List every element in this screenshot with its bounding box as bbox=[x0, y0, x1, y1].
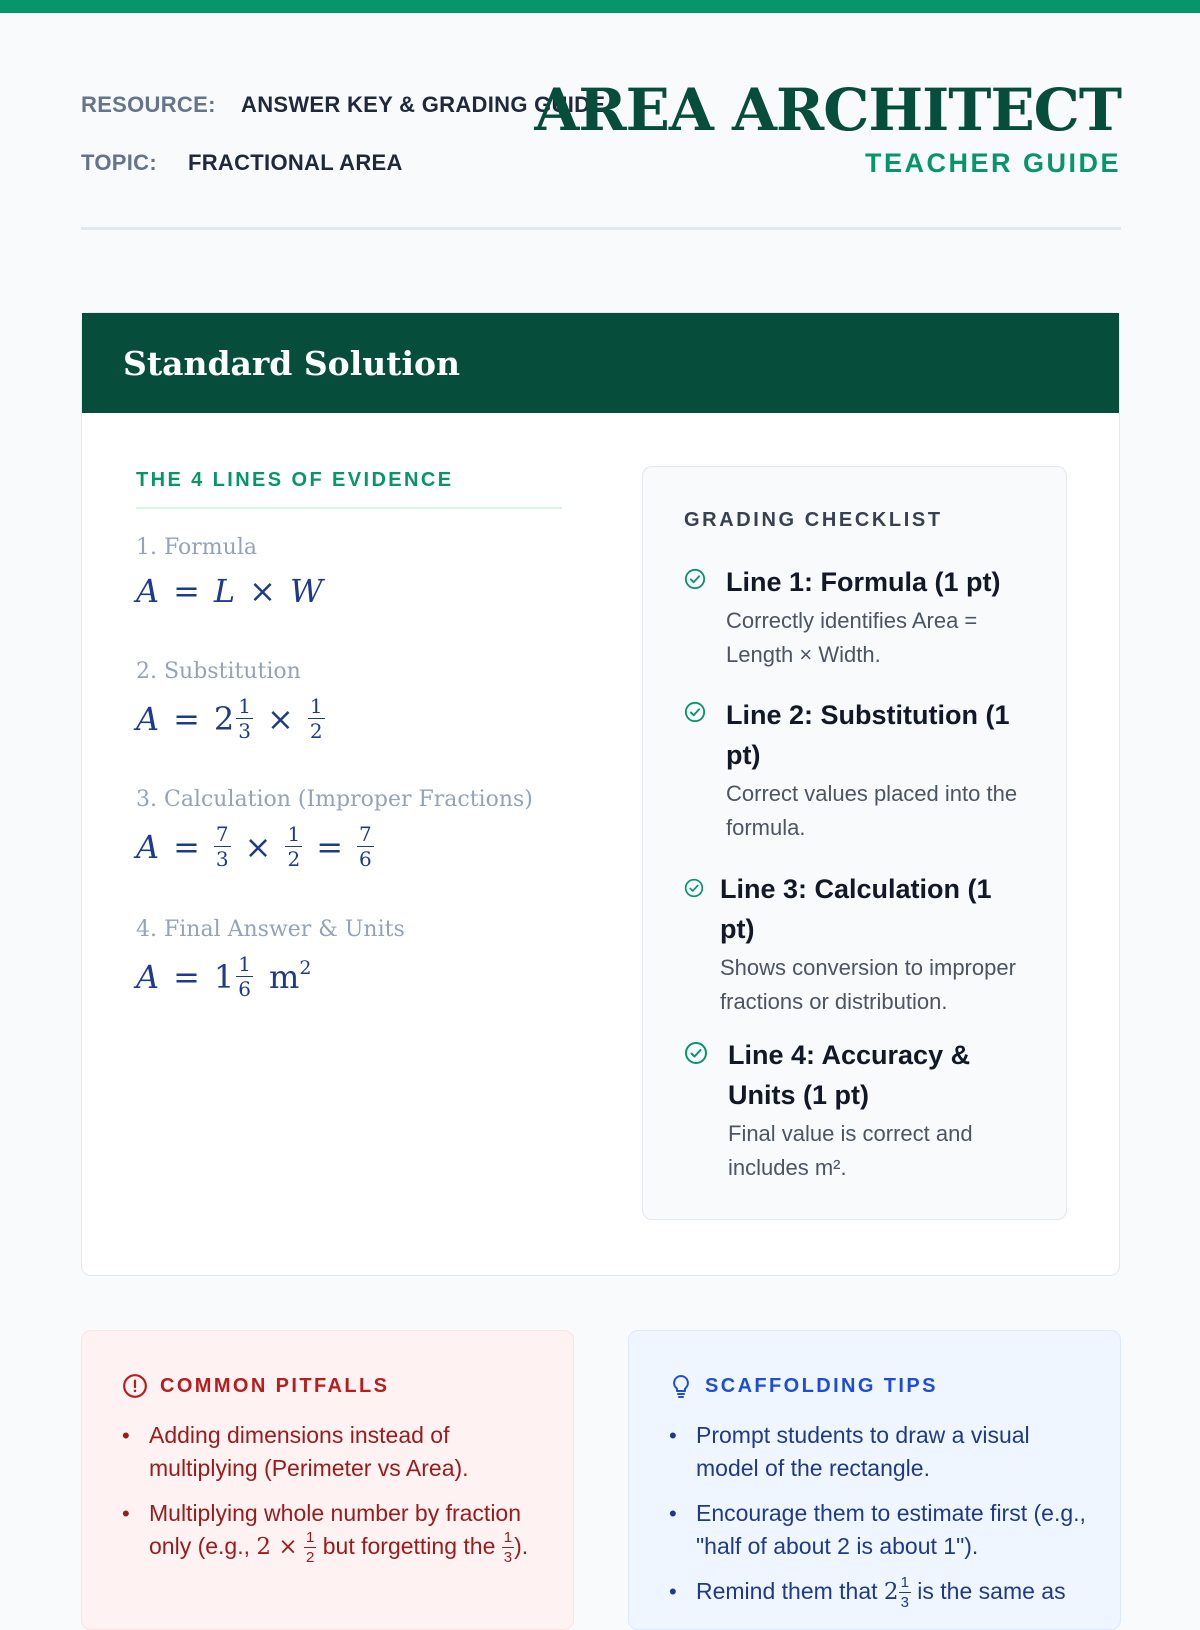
list-item: • Encourage them to estimate first (e.g., "half of about 2 is about 1"). bbox=[669, 1497, 1089, 1563]
checklist-title: Line 4: Accuracy & Units (1 pt) bbox=[728, 1040, 971, 1110]
scaffolding-tips-panel bbox=[628, 1330, 1121, 1630]
check-circle-icon bbox=[684, 878, 704, 898]
fraction bbox=[899, 1575, 911, 1610]
numerator: 7 bbox=[215, 822, 229, 846]
pitfalls-list bbox=[122, 1419, 542, 1577]
lightbulb-icon bbox=[669, 1373, 693, 1399]
numerator: 1 bbox=[306, 1529, 315, 1547]
numerator: 1 bbox=[900, 1574, 909, 1592]
text-segment: ). bbox=[514, 1533, 529, 1559]
math-symbol: A bbox=[136, 827, 160, 866]
standard-solution-card bbox=[81, 312, 1120, 1276]
math-symbol: L bbox=[213, 572, 236, 610]
step-label: 2. Substitution bbox=[136, 659, 301, 684]
step-substitution bbox=[136, 659, 325, 741]
step-equation bbox=[136, 954, 405, 999]
math-symbol: = bbox=[173, 699, 200, 738]
math-segment: 2 × bbox=[256, 1534, 298, 1560]
denominator: 6 bbox=[359, 847, 372, 871]
page-subtitle: TEACHER GUIDE bbox=[864, 148, 1121, 178]
mixed-number bbox=[214, 954, 253, 999]
unit-base: m bbox=[269, 958, 300, 996]
step-final-answer bbox=[136, 917, 405, 999]
alert-circle-icon bbox=[122, 1373, 148, 1399]
step-label: 1. Formula bbox=[136, 535, 257, 560]
evidence-heading: THE 4 LINES OF EVIDENCE bbox=[136, 469, 562, 509]
denominator: 3 bbox=[238, 719, 252, 743]
math-symbol: × bbox=[249, 572, 276, 610]
list-item: • Prompt students to draw a visual model of the rectangle. bbox=[669, 1419, 1089, 1485]
card-header bbox=[82, 313, 1119, 413]
math-symbol: = bbox=[173, 572, 200, 610]
math-symbol: = bbox=[316, 827, 344, 866]
math-symbol: A bbox=[136, 699, 160, 738]
math-symbol: A bbox=[136, 572, 160, 610]
fraction bbox=[357, 824, 374, 869]
page-title: AREA ARCHITECT bbox=[534, 76, 1121, 144]
math-symbol: 1 bbox=[213, 957, 235, 996]
checklist-desc: Correctly identifies Area = Length × Width. bbox=[726, 608, 978, 667]
resource-meta bbox=[81, 92, 605, 118]
math-symbol: × bbox=[244, 827, 272, 866]
list-item bbox=[669, 1575, 1089, 1610]
step-formula bbox=[136, 535, 323, 610]
denominator: 3 bbox=[503, 1549, 513, 1567]
step-label: 3. Calculation (Improper Fractions) bbox=[136, 787, 533, 812]
page-header bbox=[81, 76, 1121, 230]
numerator: 1 bbox=[238, 952, 252, 976]
step-equation bbox=[136, 824, 533, 869]
checklist-heading: GRADING CHECKLIST bbox=[684, 509, 943, 531]
numerator: 1 bbox=[238, 694, 252, 718]
text-segment: is the same as bbox=[910, 1578, 1066, 1604]
topic-label: TOPIC: bbox=[81, 150, 157, 175]
tips-heading: SCAFFOLDING TIPS bbox=[705, 1374, 938, 1397]
unit bbox=[269, 957, 311, 996]
text-segment: but forgetting the bbox=[316, 1533, 502, 1559]
step-equation bbox=[136, 572, 323, 610]
numerator: 1 bbox=[287, 822, 301, 846]
math-symbol: × bbox=[267, 699, 294, 738]
text-segment: Multiplying whole number by fraction only (e.g., bbox=[149, 1500, 522, 1559]
numerator: 1 bbox=[309, 694, 323, 718]
denominator: 3 bbox=[900, 1594, 909, 1612]
fraction bbox=[304, 1530, 316, 1565]
tips-list bbox=[669, 1419, 1089, 1622]
denominator: 2 bbox=[287, 847, 301, 871]
fraction bbox=[285, 824, 302, 869]
step-equation bbox=[136, 696, 325, 741]
text-segment: Remind them that bbox=[696, 1578, 884, 1604]
numerator: 1 bbox=[503, 1529, 513, 1547]
mixed-number bbox=[214, 696, 253, 741]
check-circle-icon bbox=[684, 568, 706, 590]
checklist-text bbox=[728, 1035, 1033, 1185]
card-title: Standard Solution bbox=[123, 343, 461, 383]
step-label: 4. Final Answer & Units bbox=[136, 917, 405, 942]
step-calculation bbox=[136, 787, 533, 869]
checklist-desc: Final value is correct and includes m². bbox=[728, 1121, 973, 1180]
checklist-desc: Correct values placed into the formula. bbox=[726, 781, 1018, 840]
checklist-text bbox=[720, 869, 1025, 1019]
math-symbol: = bbox=[173, 957, 200, 996]
checklist-text bbox=[726, 562, 1031, 672]
tips-header bbox=[669, 1373, 938, 1399]
checklist-desc: Shows conversion to improper fractions or distribution. bbox=[720, 955, 1016, 1014]
denominator: 6 bbox=[238, 977, 252, 1001]
list-item: • Adding dimensions instead of multiplying (Perimeter vs Area). bbox=[122, 1419, 542, 1485]
fraction bbox=[236, 954, 253, 999]
fraction bbox=[308, 696, 325, 741]
header-divider bbox=[81, 227, 1121, 230]
pitfalls-header bbox=[122, 1373, 389, 1399]
topic-meta bbox=[81, 150, 403, 176]
evidence-column bbox=[136, 469, 562, 1001]
check-circle-icon bbox=[684, 1041, 708, 1065]
check-circle-icon bbox=[684, 701, 706, 723]
numerator: 7 bbox=[359, 822, 372, 846]
grading-checklist bbox=[642, 466, 1067, 1220]
list-item bbox=[122, 1497, 542, 1565]
math-symbol: A bbox=[136, 957, 160, 996]
math-symbol: 2 bbox=[213, 699, 235, 738]
unit-exponent: 2 bbox=[299, 957, 312, 979]
top-accent-bar bbox=[0, 0, 1200, 13]
checklist-title: Line 1: Formula (1 pt) bbox=[726, 567, 1001, 597]
common-pitfalls-panel bbox=[81, 1330, 574, 1630]
denominator: 2 bbox=[309, 719, 323, 743]
math-segment: 2 bbox=[883, 1579, 899, 1605]
resource-label: RESOURCE: bbox=[81, 92, 216, 117]
math-symbol: = bbox=[173, 827, 200, 866]
resource-value: ANSWER KEY & GRADING GUIDE bbox=[241, 92, 606, 117]
fraction bbox=[236, 696, 253, 741]
checklist-text bbox=[726, 695, 1031, 845]
denominator: 2 bbox=[306, 1549, 315, 1567]
topic-value: FRACTIONAL AREA bbox=[188, 150, 403, 175]
checklist-title: Line 3: Calculation (1 pt) bbox=[720, 874, 992, 944]
fraction bbox=[214, 824, 231, 869]
checklist-title: Line 2: Substitution (1 pt) bbox=[726, 700, 1010, 770]
pitfalls-heading: COMMON PITFALLS bbox=[160, 1374, 390, 1397]
fraction bbox=[502, 1530, 514, 1565]
math-symbol: W bbox=[289, 572, 323, 610]
denominator: 3 bbox=[215, 847, 229, 871]
